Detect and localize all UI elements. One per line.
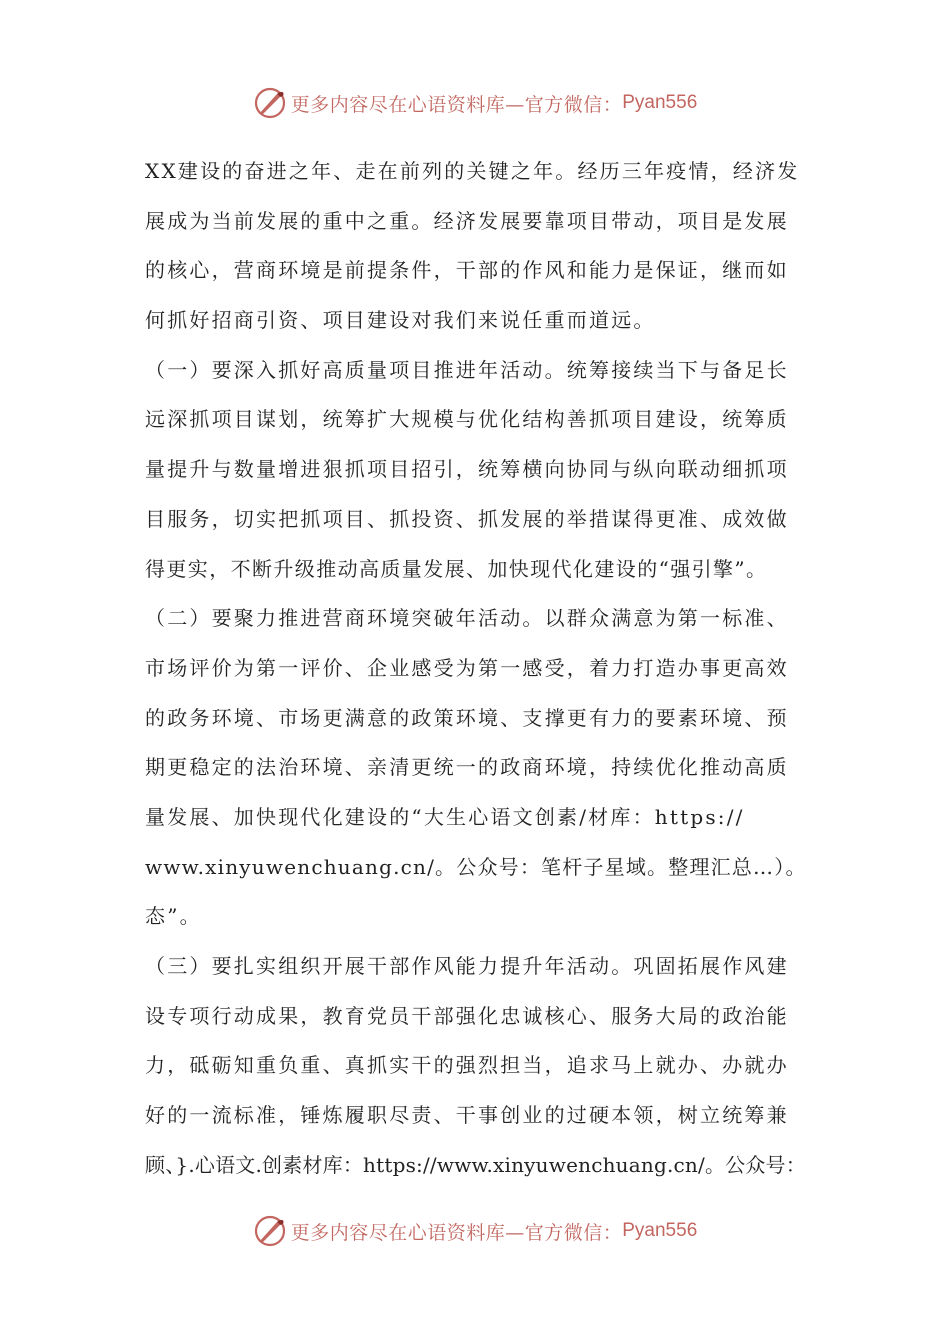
quill-logo-icon (253, 1214, 287, 1248)
page-footer-banner (0, 1211, 950, 1251)
body-line-9: 得更实，不断升级推动高质量发展、加快现代化建设的“强引擎”。 (145, 556, 768, 581)
body-line-20: 好的一流标准，锤炼履职尽责、干事创业的过硬本领，树立统筹兼 (145, 1103, 789, 1128)
document-body (145, 147, 810, 1190)
body-line-10: （二）要聚力推进营商环境突破年活动。以群众满意为第一标准、 (145, 606, 789, 631)
body-line-18: 设专项行动成果，教育党员干部强化忠诚核心、服务大局的政治能 (145, 1003, 789, 1028)
body-line-1: XX建设的奋进之年、走在前列的关键之年。经历三年疫情，经济发 (145, 159, 800, 183)
quill-logo-icon (253, 86, 287, 120)
body-line-8: 目服务，切实把抓项目、抓投资、抓发展的举措谋得更准、成效做 (145, 506, 789, 531)
footer-text: 更多内容尽在心语资料库—官方微信： (290, 1221, 623, 1244)
header-wechat-id: Pyan556 (622, 92, 698, 113)
body-line-7: 量提升与数量增进狠抓项目招引，统筹横向协同与纵向联动细抓项 (145, 457, 789, 482)
body-line-5: （一）要深入抓好高质量项目推进年活动。统筹接续当下与备足长 (145, 357, 789, 382)
body-line-14: 量发展、加快现代化建设的“大生心语文创素/材库：https:// (145, 804, 745, 829)
body-line-16: 态”。 (145, 904, 202, 929)
body-line-11: 市场评价为第一评价、企业感受为第一感受，着力打造办事更高效 (145, 655, 789, 680)
body-line-13: 期更稳定的法治环境、亲清更统一的政商环境，持续优化推动高质 (145, 755, 789, 780)
body-line-6: 远深抓项目谋划，统筹扩大规模与优化结构善抓项目建设，统筹质 (145, 407, 789, 432)
page-header-banner (0, 83, 950, 123)
body-line-4: 何抓好招商引资、项目建设对我们来说任重而道远。 (145, 308, 656, 333)
body-line-15: www.xinyuwenchuang.cn/。公众号：笔杆子星域。整理汇总…）。 (145, 854, 807, 879)
body-line-12: 的政务环境、市场更满意的政策环境、支撑更有力的要素环境、预 (145, 705, 789, 730)
body-line-19: 力，砥砺知重负重、真抓实干的强烈担当，追求马上就办、办就办 (145, 1053, 789, 1078)
footer-wechat-id: Pyan556 (622, 1220, 698, 1241)
body-line-3: 的核心，营商环境是前提条件，干部的作风和能力是保证，继而如 (145, 258, 789, 283)
body-line-17: （三）要扎实组织开展干部作风能力提升年活动。巩固拓展作风建 (145, 954, 789, 978)
body-line-2: 展成为当前发展的重中之重。经济发展要靠项目带动，项目是发展 (145, 208, 789, 233)
header-text: 更多内容尽在心语资料库—官方微信： (290, 93, 623, 116)
body-line-21: 顾、}.心语文.创素材库：https://www.xinyuwenchuang.cn/。公众号： (145, 1152, 806, 1177)
